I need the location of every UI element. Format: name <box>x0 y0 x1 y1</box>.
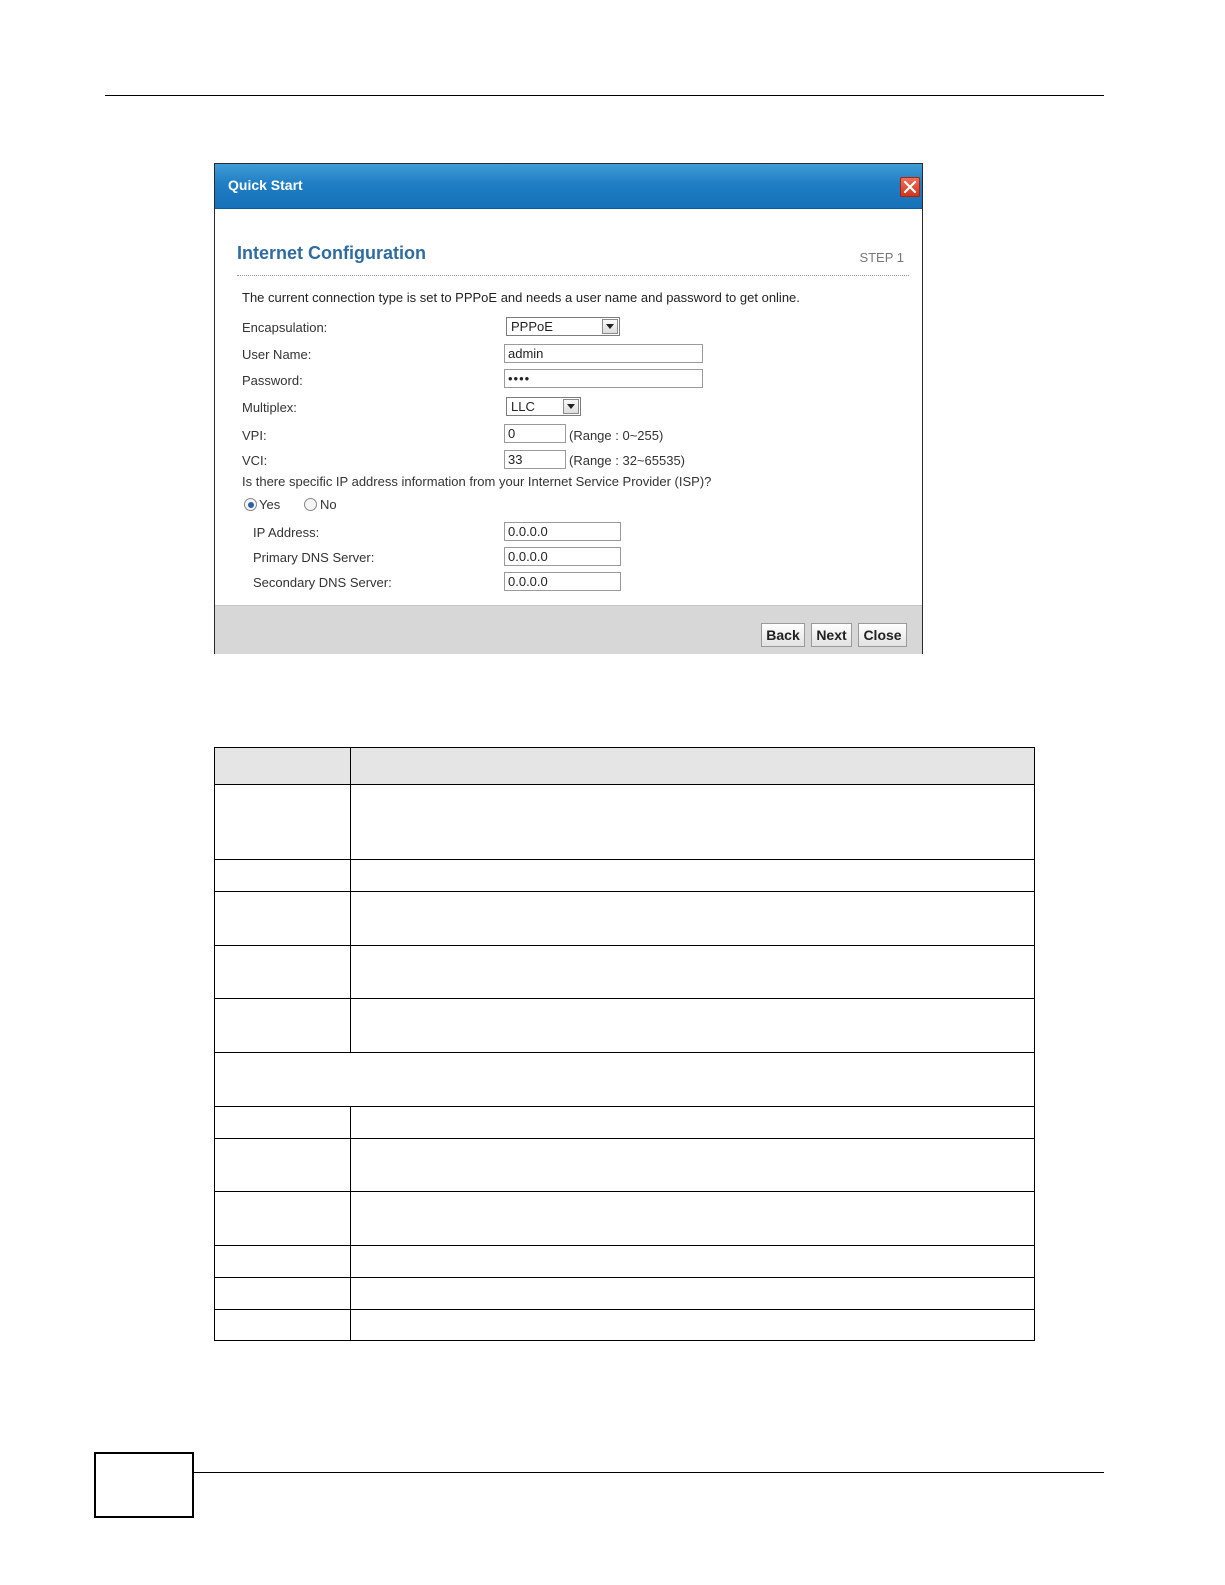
close-icon[interactable] <box>900 177 920 197</box>
vci-label: VCI: <box>242 453 268 468</box>
secondary-dns-label: Secondary DNS Server: <box>253 575 392 590</box>
intro-text: The current connection type is set to PPPoE and needs a user name and password to get online. <box>242 290 800 305</box>
primary-dns-label: Primary DNS Server: <box>253 550 375 565</box>
password-label: Password: <box>242 373 303 388</box>
section-divider <box>237 275 909 276</box>
yes-radio[interactable] <box>244 498 257 511</box>
table-row <box>215 999 1035 1053</box>
vci-range: (Range : 32~65535) <box>569 453 686 468</box>
user-name-input[interactable] <box>504 344 703 363</box>
close-button[interactable]: Close <box>858 623 907 647</box>
table-row <box>215 785 1035 860</box>
chevron-down-icon <box>563 399 579 414</box>
header-rule <box>105 95 1104 96</box>
encapsulation-value: PPPoE <box>511 319 553 334</box>
table-header-row <box>215 748 1035 785</box>
table-row <box>215 1246 1035 1278</box>
quick-start-dialog <box>214 163 923 654</box>
step-label: STEP 1 <box>859 250 904 265</box>
multiplex-value: LLC <box>511 399 535 414</box>
back-button[interactable]: Back <box>761 623 805 647</box>
page-number-box <box>94 1452 194 1518</box>
table-row <box>215 892 1035 946</box>
table-row <box>215 1310 1035 1341</box>
table-row <box>215 1107 1035 1139</box>
vpi-label: VPI: <box>242 428 267 443</box>
vpi-range: (Range : 0~255) <box>569 428 664 443</box>
vpi-input[interactable] <box>504 424 566 443</box>
secondary-dns-input[interactable] <box>504 572 621 591</box>
dialog-title-bar <box>215 164 922 209</box>
table-row <box>215 1139 1035 1192</box>
no-radio-label: No <box>320 497 337 512</box>
user-name-label: User Name: <box>242 347 312 362</box>
dialog-title: Quick Start <box>228 177 303 193</box>
field-description-table <box>214 747 1035 1341</box>
table-section-row <box>215 1053 1035 1107</box>
footer-rule <box>192 1472 1104 1473</box>
yes-radio-label: Yes <box>259 497 281 512</box>
isp-question: Is there specific IP address information from your Internet Service Provider (ISP)? <box>242 474 712 489</box>
next-button[interactable]: Next <box>811 623 852 647</box>
multiplex-label: Multiplex: <box>242 400 297 415</box>
ip-address-input[interactable] <box>504 522 621 541</box>
password-input[interactable] <box>504 369 703 388</box>
encapsulation-select[interactable] <box>506 317 620 336</box>
chevron-down-icon <box>602 319 618 334</box>
table-header-label <box>215 748 351 785</box>
vci-input[interactable] <box>504 450 566 469</box>
primary-dns-input[interactable] <box>504 547 621 566</box>
table-row <box>215 1192 1035 1246</box>
no-radio[interactable] <box>304 498 317 511</box>
table-row <box>215 1278 1035 1310</box>
table-row <box>215 860 1035 892</box>
section-title: Internet Configuration <box>237 243 426 263</box>
table-header-description <box>351 748 1035 785</box>
dialog-footer <box>215 605 922 654</box>
encapsulation-label: Encapsulation: <box>242 320 328 335</box>
multiplex-select[interactable] <box>506 397 581 416</box>
ip-address-label: IP Address: <box>253 525 320 540</box>
table-row <box>215 946 1035 999</box>
